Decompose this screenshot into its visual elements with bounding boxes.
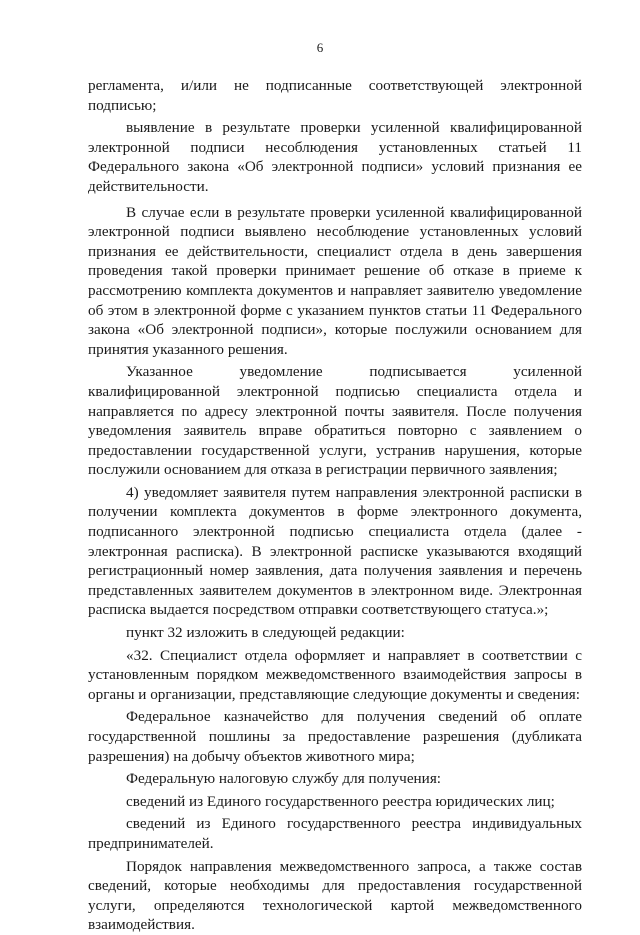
paragraph-5: 4) уведомляет заявителя путем направления электронной расписки в получении комплекта документов в форме электронного документа, подписанного электронной подписью специалиста отдела (далее - электронная расписка). В электронной расписке указываются входящий регистрационный номер заявления, дата получения заявления и перечень представленных заявителем документов в электронном виде. Электронная расписка выдается посредством отправки соответствующего статуса.»; (88, 483, 582, 619)
paragraph-9: Федеральную налоговую службу для получения: (126, 770, 442, 788)
paragraph-12: Порядок направления межведомственного запроса, а также состав сведений, которые необходимы для предоставления государственной услуги, определяются технологической картой межведомственного взаимодействия. (88, 857, 582, 934)
paragraph-4: Указанное уведомление подписывается усиленной квалифицированной электронной подписью специалиста отдела и направляется по адресу электронной почты заявителя. После получения уведомления заявитель вправе обратиться повторно с заявлением о предоставлении государственной услуги, устранив нарушения, которые послужили основанием для отказа в регистрации первичного заявления; (88, 363, 582, 479)
document-body (88, 76, 582, 935)
page-number: 6 (316, 40, 324, 55)
paragraph-2: выявление в результате проверки усиленной квалифицированной электронной подписи несоблюдения установленных статьей 11 Федерального закона «Об электронной подписи» условий признания ее действительности. (88, 119, 582, 195)
paragraph-1: регламента, и/или не подписанные соответствующей электронной подписью; (88, 77, 582, 114)
paragraph-10: сведений из Единого государственного реестра юридических лиц; (126, 792, 555, 810)
paragraph-8: Федеральное казначейство для получения сведений об оплате государственной пошлины за предоставление разрешения (дубликата разрешения) на добычу объектов животного мира; (88, 708, 582, 765)
paragraph-11: сведений из Единого государственного реестра индивидуальных предпринимателей. (88, 815, 582, 852)
paragraph-3: В случае если в результате проверки усиленной квалифицированной электронной подписи выявлено несоблюдение установленных условий признания ее действительности, специалист отдела в день завершения проведения такой проверки принимает решение об отказе в приеме к рассмотрению комплекта документов и направляет заявителю уведомление об этом в электронной форме с указанием пунктов статьи 11 Федерального закона «Об электронной подписи», которые послужили основанием для принятия указанного решения. (88, 203, 582, 358)
paragraph-7: «32. Специалист отдела оформляет и направляет в соответствии с установленным порядком межведомственного взаимодействия запросы в органы и организации, представляющие следующие документы и сведения: (88, 646, 582, 703)
paragraph-6: пункт 32 изложить в следующей редакции: (126, 624, 405, 642)
